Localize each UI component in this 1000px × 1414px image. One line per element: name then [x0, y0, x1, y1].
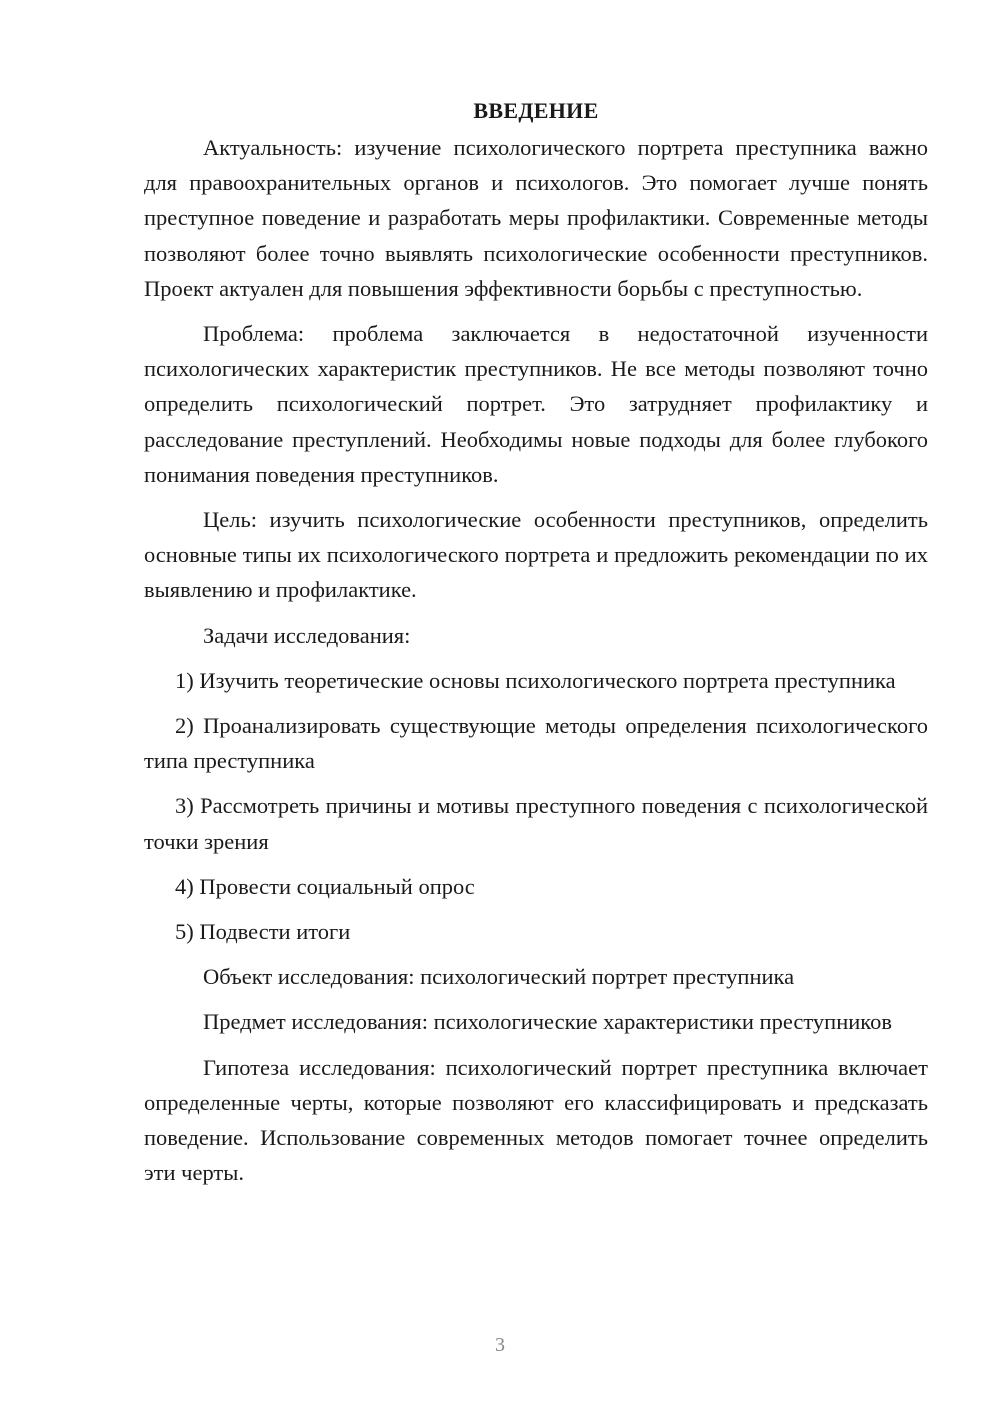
task-item-4: 4) Провести социальный опрос [175, 873, 475, 899]
task-item-2: 2) Проанализировать существующие методы определения психологического типа преступника [144, 713, 928, 774]
page-title: ВВЕДЕНИЕ [473, 98, 599, 123]
goal-paragraph: Цель: изучить психологические особенности преступников, определить основные типы их психологического портрета и предложить рекомендации по их выявлению и профилактике. [144, 507, 928, 603]
task-item-3: 3) Рассмотреть причины и мотивы преступного поведения с психологической точки зрения [144, 793, 928, 854]
hypothesis-paragraph: Гипотеза исследования: психологический портрет преступника включает определенные черты, которые позволяют его классифицировать и предсказать поведение. Использование современных методов помогает точнее определить эти черты. [144, 1054, 928, 1186]
tasks-heading: Задачи исследования: [203, 622, 411, 648]
problem-paragraph: Проблема: проблема заключается в недостаточной изученности психологических характеристик преступников. Не все методы позволяют точно определить психологический портрет. Это затрудняет профилактику и расследование преступлений. Необходимы новые подходы для более глубокого понимания поведения преступников. [144, 321, 928, 487]
task-item-5: 5) Подвести итоги [175, 919, 351, 945]
relevance-paragraph: Актуальность: изучение психологического портрета преступника важно для правоохранительных органов и психологов. Это помогает лучше понять преступное поведение и разработать меры профилактики. Современные методы позволяют более точно выявлять психологические особенности преступников. Проект актуален для повышения эффективности борьбы с преступностью. [144, 135, 928, 301]
object-paragraph: Объект исследования: психологический портрет преступника [203, 964, 795, 990]
task-item-1: 1) Изучить теоретические основы психологического портрета преступника [175, 667, 896, 693]
document-page [144, 96, 928, 1200]
page-number: 3 [495, 1334, 505, 1356]
subject-paragraph: Предмет исследования: психологические характеристики преступников [203, 1009, 892, 1035]
